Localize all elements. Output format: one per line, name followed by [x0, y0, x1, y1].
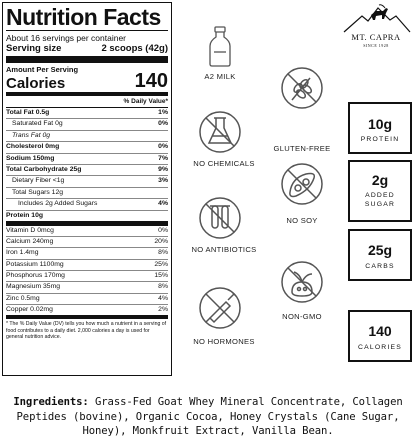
vitamin-pct: 0%	[158, 226, 168, 234]
nutrient-row-sodium	[6, 154, 168, 165]
vitamin-row-zinc	[6, 294, 168, 305]
vitamin-pct: 15%	[154, 272, 168, 280]
nutrient-name: Includes 2g Added Sugars	[18, 200, 98, 208]
stat-label: CARBS	[365, 263, 395, 270]
vitamin-name: Zinc 0.5mg	[6, 294, 40, 302]
nutrient-name: Saturated Fat 0g	[12, 120, 63, 128]
nutrient-pct: 0%	[158, 120, 168, 128]
serving-size-row	[6, 43, 168, 63]
vitamin-name: Phosphorus 170mg	[6, 272, 65, 280]
nutrient-row-added-sugars	[6, 199, 168, 210]
vitamin-pct: 2%	[158, 306, 168, 314]
feature-gluten-free	[262, 64, 342, 158]
vitamin-pct: 25%	[154, 260, 168, 268]
vitamin-name: Copper 0.02mg	[6, 306, 53, 314]
vitamin-name: Potassium 1100mg	[6, 260, 64, 268]
nutrient-name: Sodium 150mg	[6, 154, 55, 162]
ingredients	[0, 395, 416, 439]
calories-label: Calories	[6, 75, 66, 92]
nutrient-row-total-sugars	[6, 188, 168, 199]
feature-label: GLUTEN-FREE	[273, 144, 331, 153]
servings-per-container: About 16 servings per container	[6, 33, 127, 43]
nutrient-row-total-carbohydrate	[6, 165, 168, 176]
nutrient-name: Cholesterol 0mg	[6, 143, 60, 151]
nutrient-row-cholesterol	[6, 142, 168, 153]
nutrient-row-total-fat	[6, 108, 168, 119]
nutrient-row-protein	[6, 211, 168, 226]
brand-logo	[338, 2, 414, 50]
feature-label: NO HORMONES	[193, 337, 255, 346]
no-chemicals-icon	[182, 108, 266, 158]
vitamin-pct: 20%	[154, 237, 168, 245]
vitamin-row-phosphorus	[6, 271, 168, 282]
stat-value: 140	[368, 323, 392, 339]
amount-per-serving: Amount Per Serving	[6, 65, 79, 74]
no-soy-icon	[262, 160, 342, 210]
nutrient-pct: 4%	[158, 200, 168, 208]
nutrient-row-trans-fat	[6, 131, 168, 142]
feature-a2-milk	[190, 24, 250, 84]
brand-since: SINCE 1928	[363, 43, 389, 48]
vitamin-row-magnesium	[6, 282, 168, 293]
feature-no-antibiotics	[182, 194, 266, 260]
feature-no-chemicals	[182, 108, 266, 192]
nutrient-name: Dietary Fiber <1g	[12, 177, 65, 185]
non-gmo-icon	[262, 258, 342, 308]
feature-label: NO CHEMICALS	[193, 159, 255, 168]
vitamin-pct: 4%	[158, 294, 168, 302]
no-hormones-icon	[182, 284, 266, 334]
nutrient-pct: 9%	[158, 165, 168, 173]
feature-label: NO SOY	[286, 216, 318, 225]
nutrient-pct: 3%	[158, 177, 168, 185]
vitamin-row-calcium	[6, 237, 168, 248]
ingredients-label: Ingredients:	[13, 396, 89, 408]
vitamin-name: Vitamin D 0mcg	[6, 226, 54, 234]
vitamin-name: Calcium 240mg	[6, 237, 54, 245]
brand-name: MT. CAPRA	[351, 32, 401, 42]
mountain-goat-icon	[338, 2, 414, 34]
feature-non-gmo	[262, 258, 342, 328]
nutrient-name: Total Fat 0.5g	[6, 109, 50, 116]
stat-added-sugar	[348, 160, 412, 222]
feature-label: A2 MILK	[204, 72, 236, 81]
stat-carbs	[348, 229, 412, 281]
daily-value-footnote: * The % Daily Value (DV) tells you how much a nutrient in a serving of food contributes to a daily diet. 2,000 calories a day is used for general nutrition advice.	[6, 321, 167, 341]
nutrient-row-dietary-fiber	[6, 176, 168, 187]
nutrition-title: Nutrition Facts	[6, 5, 168, 31]
vitamin-row-vitamin-d	[6, 226, 168, 237]
stat-calories	[348, 310, 412, 362]
stat-protein	[348, 102, 412, 154]
feature-label: NON-GMO	[282, 312, 322, 321]
no-antibiotics-icon	[182, 194, 266, 244]
feature-no-hormones	[182, 284, 266, 350]
vitamin-name: Magnesium 35mg	[6, 283, 61, 291]
stat-value: 25g	[367, 242, 393, 258]
vitamin-pct: 8%	[158, 249, 168, 257]
vitamin-row-iron	[6, 248, 168, 259]
vitamin-pct: 8%	[158, 283, 168, 291]
serving-size-value: 2 scoops (42g)	[101, 43, 168, 54]
milk-bottle-icon	[190, 24, 250, 68]
stat-value: 2g	[371, 172, 389, 188]
stat-label: PROTEIN	[360, 136, 400, 143]
nutrient-row-saturated-fat	[6, 119, 168, 130]
nutrient-name: Total Sugars 12g	[12, 188, 64, 196]
stat-label: ADDED SUGAR	[364, 192, 396, 208]
stat-label: CALORIES	[358, 344, 402, 351]
feature-no-soy	[262, 160, 342, 230]
nutrition-facts-panel	[2, 2, 172, 376]
calories-row	[6, 70, 168, 96]
nutrient-name: Protein 10g	[6, 211, 44, 219]
no-gluten-icon	[262, 64, 342, 114]
vitamin-name: Iron 1.4mg	[6, 249, 39, 257]
calories-value: 140	[134, 70, 168, 92]
nutrient-pct: 0%	[158, 143, 168, 151]
nutrient-name: Trans Fat 0g	[12, 131, 51, 139]
nutrient-pct: 1%	[158, 109, 168, 116]
nutrient-name: Total Carbohydrate 25g	[6, 165, 82, 173]
stat-value: 10g	[367, 116, 393, 132]
nutrient-pct: 7%	[158, 154, 168, 162]
ingredients-text: Grass-Fed Goat Whey Mineral Concentrate, Collagen Peptides (bovine), Organic Cocoa, Honey Crystals (Cane Sugar, Honey), Monkfruit Extract, Vanilla Bean.	[16, 396, 403, 437]
vitamin-row-potassium	[6, 260, 168, 271]
feature-label: NO ANTIBIOTICS	[191, 245, 257, 254]
daily-value-header: % Daily Value*	[6, 96, 168, 108]
serving-size-label: Serving size	[6, 43, 62, 54]
vitamin-row-copper	[6, 305, 168, 319]
